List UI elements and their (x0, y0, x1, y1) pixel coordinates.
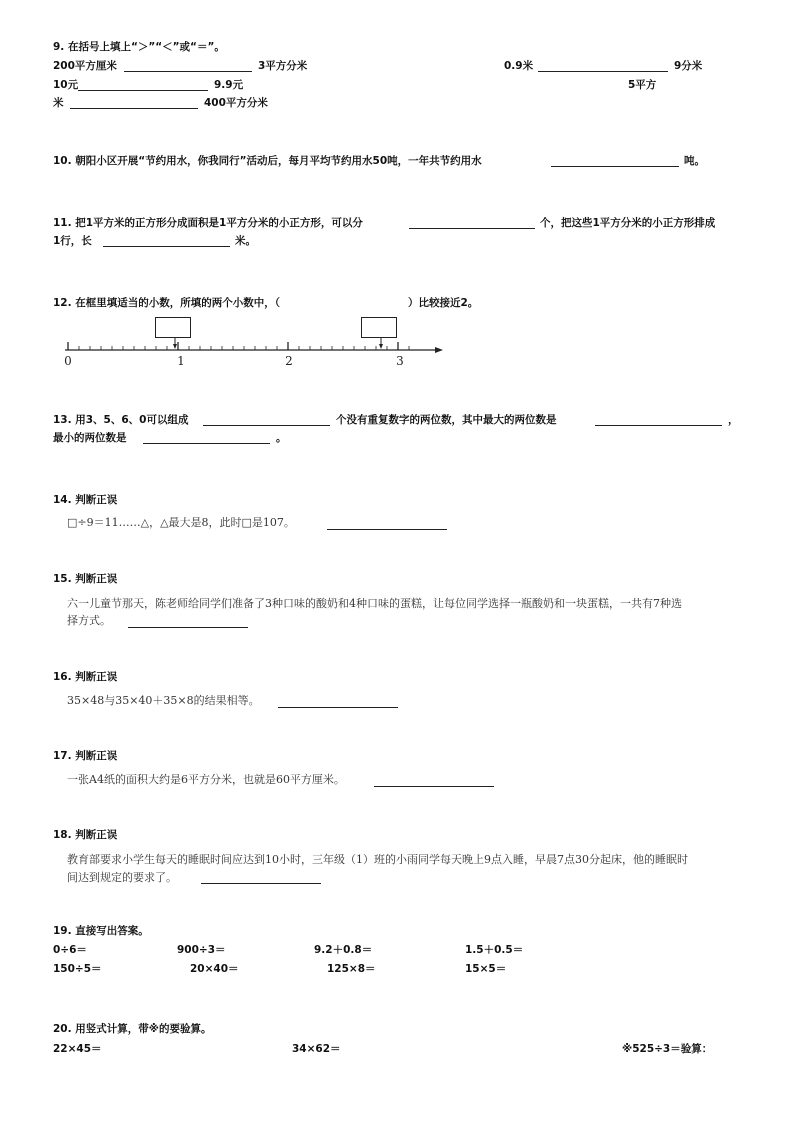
q9-title: 9. 在括号上填上“＞”“＜”或“＝”。 (53, 41, 225, 53)
q18-line1: 教育部要求小学生每天的睡眠时间应达到10小时，三年级（1）班的小雨同学每天晚上9点入睡，早晨7点30分起床，他的睡眠时 (67, 853, 688, 866)
q10-blank[interactable] (551, 166, 679, 167)
q18-blank[interactable] (201, 883, 321, 884)
q14-blank[interactable] (327, 529, 447, 530)
q14-title: 14. 判断正误 (53, 494, 118, 506)
q13-line2b: 。 (276, 432, 287, 444)
q9-b-left: 0.9米 (504, 60, 534, 72)
q19-r2-c1: 150÷5＝ (53, 963, 102, 975)
q19-r2-c3: 125×8＝ (327, 963, 376, 975)
q17-title: 17. 判断正误 (53, 750, 118, 762)
tick-label-3: 3 (396, 354, 404, 368)
q13-blank-1[interactable] (203, 425, 330, 426)
tick-label-1: 1 (177, 354, 185, 368)
q12-text: 12. 在框里填适当的小数，所填的两个小数中，（ (53, 297, 281, 309)
box2-pointer-head (379, 344, 383, 349)
q19-r1-c4: 1.5＋0.5＝ (465, 944, 524, 956)
q12-text-end: ）比较接近2。 (408, 297, 479, 309)
q14-text: □÷9＝11……△，△最大是8，此时□是107。 (67, 516, 295, 529)
q13-line2a: 最小的两位数是 (53, 432, 127, 444)
q13-line1b: 个没有重复数字的两位数，其中最大的两位数是 (336, 414, 557, 426)
q13-blank-3[interactable] (143, 443, 270, 444)
q9-d-blank[interactable] (70, 108, 198, 109)
q20-item-3: ※525÷3＝验算： (622, 1043, 713, 1055)
q19-r1-c3: 9.2＋0.8＝ (314, 944, 373, 956)
q9-a-left: 200平方厘米 (53, 60, 117, 72)
q20-item-2: 34×62＝ (292, 1043, 341, 1055)
q19-title: 19. 直接写出答案。 (53, 925, 149, 937)
q11-line2b: 米。 (235, 235, 256, 247)
q11-blank-2[interactable] (103, 246, 230, 247)
q9-c-blank[interactable] (78, 90, 208, 91)
tick-label-2: 2 (285, 354, 293, 368)
q19-r1-c1: 0÷6＝ (53, 944, 87, 956)
number-line-arrow (435, 347, 443, 353)
q9-d-left-top: 5平方 (628, 79, 657, 91)
q15-line2: 择方式。 (67, 614, 111, 627)
q16-text: 35×48与35×40＋35×8的结果相等。 (67, 694, 260, 707)
q19-r2-c4: 15×5＝ (465, 963, 507, 975)
q15-title: 15. 判断正误 (53, 573, 118, 585)
q9-b-right: 9分米 (674, 60, 703, 72)
q9-a-right: 3平方分米 (258, 60, 308, 72)
q10-text: 10. 朝阳小区开展“节约用水，你我同行”活动后，每月平均节约用水50吨，一年共节约用水 (53, 155, 482, 167)
q13-line1c: ， (728, 414, 739, 426)
q19-r1-c2: 900÷3＝ (177, 944, 226, 956)
q13-line1a: 13. 用3、5、6、0可以组成 (53, 414, 189, 426)
q19-r2-c2: 20×40＝ (190, 963, 239, 975)
q9-c-right: 9.9元 (214, 79, 244, 91)
q20-title: 20. 用竖式计算，带※的要验算。 (53, 1023, 212, 1035)
q9-a-blank[interactable] (124, 71, 252, 72)
q9-c-left: 10元 (53, 79, 79, 91)
q17-blank[interactable] (374, 786, 494, 787)
q16-title: 16. 判断正误 (53, 671, 118, 683)
q11-blank-1[interactable] (409, 228, 535, 229)
q20-item-1: 22×45＝ (53, 1043, 102, 1055)
q11-line1b: 个，把这些1平方分米的小正方形排成 (540, 217, 716, 229)
q15-blank[interactable] (128, 627, 248, 628)
q13-blank-2[interactable] (595, 425, 722, 426)
q18-title: 18. 判断正误 (53, 829, 118, 841)
q17-text: 一张A4纸的面积大约是6平方分米，也就是60平方厘米。 (67, 773, 345, 786)
q12-number-line (55, 330, 445, 370)
q11-line2a: 1行，长 (53, 235, 92, 247)
q9-d-right: 400平方分米 (204, 97, 268, 109)
q15-line1: 六一儿童节那天，陈老师给同学们准备了3种口味的酸奶和4种口味的蛋糕，让每位同学选择一瓶酸奶和一块蛋糕，一共有7种选 (67, 597, 682, 610)
number-line-ticks (68, 342, 409, 350)
q11-line1a: 11. 把1平方米的正方形分成面积是1平方分米的小正方形，可以分 (53, 217, 363, 229)
q9-d-left-bottom: 米 (53, 97, 64, 109)
q10-unit: 吨。 (684, 155, 705, 167)
q16-blank[interactable] (278, 707, 398, 708)
tick-label-0: 0 (64, 354, 72, 368)
q9-b-blank[interactable] (538, 71, 668, 72)
box1-pointer-head (173, 344, 177, 349)
q18-line2: 间达到规定的要求了。 (67, 871, 177, 884)
